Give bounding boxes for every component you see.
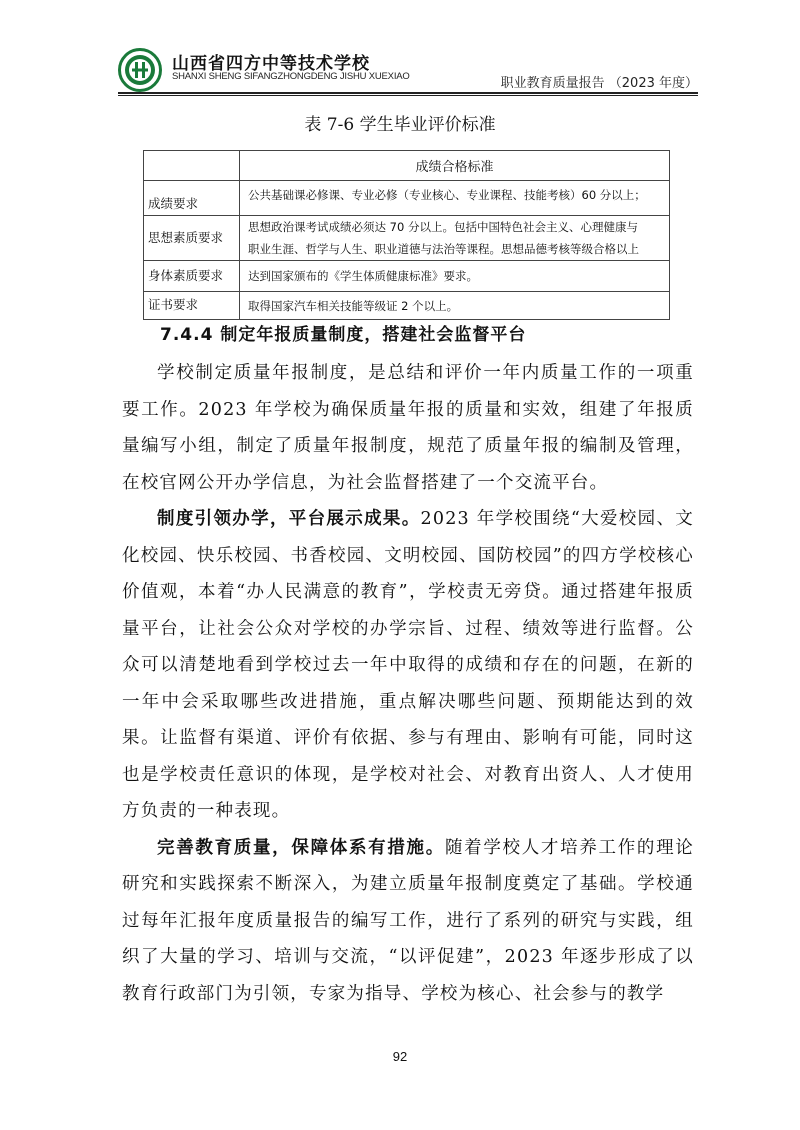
table-header-row [144, 151, 670, 181]
table-row [144, 292, 670, 320]
row-label: 证书要求 [144, 292, 240, 320]
paragraph [122, 830, 694, 1013]
row-value: 取得国家汽车相关技能等级证 2 个以上。 [240, 292, 670, 320]
section-heading: 7.4.4 制定年报质量制度，搭建社会监督平台 [160, 325, 527, 345]
paragraph-lead: 完善教育质量，保障体系有措施。 [157, 837, 445, 858]
paragraph-text: 2023 年学校围绕“大爱校园、文化校园、快乐校园、书香校园、文明校园、国防校园”的四方学校核心价值观，本着“办人民满意的教育”，学校责无旁贷。通过搭建年报质量平台，让社会公众对学校的办学宗旨、过程、绩效等进行监督。公众可以清楚地看到学校过去一年中取得的成绩和存在的问题，在新的一年中会采取哪些改进措施，重点解决哪些问题、预期能达到的效果。让监督有渠道、评价有依据、参与有理由、影响有可能，同时这也是学校责任意识的体现，是学校对社会、对教育出资人、人才使用方负责的一种表现。 [122, 509, 694, 821]
paragraph: 学校制定质量年报制度，是总结和评价一年内质量工作的一项重要工作。2023 年学校为确保质量年报的质量和实效，组建了年报质量编写小组，制定了质量年报制度，规范了质量年报的编制及管理，在校官网公开办学信息，为社会监督搭建了一个交流平台。 [122, 363, 694, 493]
page-header [118, 46, 698, 92]
table-row [144, 261, 670, 292]
row-value: 公共基础课必修课、专业必修（专业核心、专业课程、技能考核）60 分以上； [240, 181, 670, 216]
report-title: 职业教育质量报告 （2023 年度） [500, 76, 698, 91]
paragraph-text: 随着学校人才培养工作的理论研究和实践探索不断深入，为建立质量年报制度奠定了基础。学校通过每年汇报年度质量报告的编写工作，进行了系列的研究与实践，组织了大量的学习、培训与交流，“以评促建”，2023 年逐步形成了以教育行政部门为引领，专家为指导、学校为核心、社会参与的教学 [122, 837, 695, 1004]
table-row [144, 216, 670, 261]
table-caption: 表 7-6 学生毕业评价标准 [304, 115, 496, 135]
header-divider [118, 92, 698, 94]
table-header-standard: 成绩合格标准 [240, 151, 670, 181]
school-name-cn: 山西省四方中等技术学校 [172, 54, 370, 74]
school-name-en: SHANXI SHENG SIFANGZHONGDENG JISHU XUEXIAO [172, 71, 410, 82]
paragraph [122, 501, 694, 830]
header-divider-thin [118, 95, 698, 96]
paragraph-lead: 制度引领办学，平台展示成果。 [157, 509, 421, 529]
row-value-line: 职业生涯、哲学与人生、职业道德与法治等课程。思想品德考核等级合格以上 [248, 242, 639, 256]
row-value: 达到国家颁布的《学生体质健康标准》要求。 [240, 261, 670, 292]
table-row [144, 181, 670, 216]
row-label: 身体素质要求 [144, 261, 240, 292]
graduation-standard-table [143, 150, 670, 320]
table-header-empty [144, 151, 240, 181]
row-value-line: 思想政治课考试成绩必须达 70 分以上。包括中国特色社会主义、心理健康与 [248, 220, 638, 234]
body-text [122, 355, 694, 1012]
school-logo-icon [118, 48, 162, 92]
page-number: 92 [392, 1049, 408, 1064]
row-label: 成绩要求 [144, 181, 240, 216]
row-value [240, 216, 670, 261]
row-label: 思想素质要求 [144, 216, 240, 261]
